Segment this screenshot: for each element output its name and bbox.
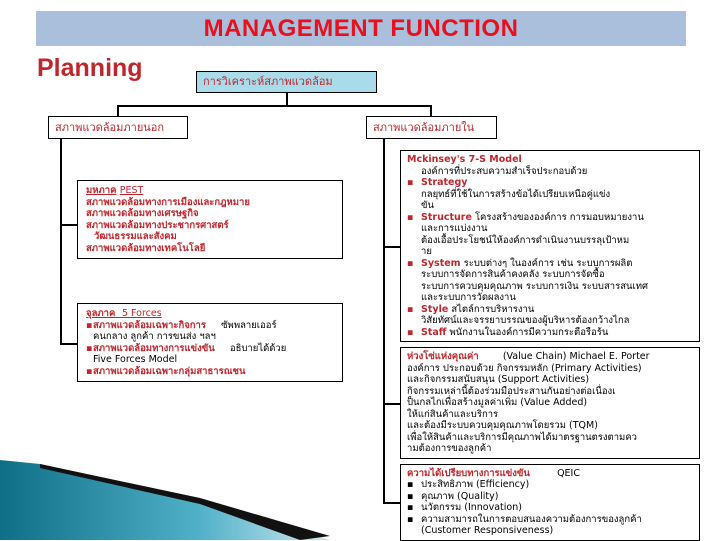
forces-heading: จุลภาค [86,308,116,319]
connector [60,139,62,343]
pest-heading: มหภาค [86,185,117,196]
value-chain-line: และต้องมีระบบควบคุมคุณภาพโดยรวม (TQM) [407,420,598,431]
mckinsey-item [407,212,693,224]
qeic-item [407,502,693,514]
mckinsey-item-line: และระบบการวัดผลงาน [421,292,516,303]
qeic-heading: ความได้เปรียบทางการแข่งขัน [407,467,530,479]
connector [60,343,77,345]
qeic-heading-rest: QEIC [557,467,580,479]
bullet-icon: ▪ [86,319,93,331]
pest-box [77,180,343,259]
mckinsey-item-line: และการแบ่งงาน [421,223,488,234]
connector [383,403,400,405]
mckinsey-item-key: Strategy [421,177,468,188]
mckinsey-item-line: ขัน [421,200,434,211]
qeic-item-text: ความสามารถในการตอบสนองความต้องการของลูกค้า [421,513,642,525]
section-title: Planning [37,54,143,82]
internal-node [366,116,497,139]
mckinsey-item-text: พนักงานในองค์การมีความกระตือรือร้น [449,326,609,338]
mckinsey-item-line: กลยุทธ์ที่ใช้ในการสร้างข้อได้เปรียบเหนือคู่แข่ง [421,188,611,200]
qeic-item [407,479,693,491]
internal-column [400,150,700,541]
connector [117,105,430,107]
mckinsey-item-line: ระบบการควบคุมคุณภาพ ระบบการเงิน ระบบสารสนเทศ [421,280,649,292]
mckinsey-item-line: ระบบการจัดการสินค้าคงคลัง ระบบการจัดซื้อ [421,269,605,280]
pest-line: วัฒนธรรมและสังคม [94,231,177,242]
pest-line: สภาพแวดล้อมทางการเมืองและกฎหมาย [86,196,250,208]
root-node [196,71,377,93]
value-chain-line: ป็นกลไกเพื่อสร้างมูลค่าเพิ่ม (Value Added) [407,397,588,408]
mckinsey-item-key: Style [421,303,449,315]
value-chain-box [400,347,700,459]
qeic-item-text: ประสิทธิภาพ (Efficiency) [421,479,530,490]
bullet-icon: ▪ [407,326,414,338]
qeic-item-text: คุณภาพ (Quality) [421,490,499,502]
mckinsey-item-line: วิสัยทัศน์และจรรยาบรรณของผู้บริหารต้องกว้างไกล [421,315,630,326]
connector [383,502,400,504]
value-chain-line: กิจกรรมเหล่านี้ต้องร่วมมือประสานกันอย่างต่อเนื่องเ [407,385,616,397]
mckinsey-item-key: System [421,257,461,269]
bullet-icon: ▪ [407,513,414,525]
value-chain-lines [407,363,693,455]
value-chain-line: และกิจกรรมสนับสนุน (Support Activities) [407,374,590,385]
external-node [48,116,188,139]
bullet-icon: ▪ [407,211,414,223]
forces-item: สภาพแวดล้อมเฉพาะกลุ่มสาธารณชน [93,365,246,377]
qeic-item-text: นวัตกรรม (Innovation) [421,502,522,513]
mckinsey-item-key: Structure [421,211,472,223]
mckinsey-item [407,304,693,316]
connector [430,105,432,116]
qeic-list [407,479,693,525]
mckinsey-item-text: ระบบต่างๆ ในองค์การ เช่น ระบบการผลิต [463,257,633,269]
value-chain-line: ให้แก่สินค้าและบริการ [407,408,499,420]
title-bar [36,11,686,46]
connector [60,224,77,226]
forces-item-rest: ซัพพลายเออร์ [221,319,277,331]
mckinsey-item [407,258,693,270]
forces-item-line: คนกลาง ลูกค้า การขนส่ง ฯลฯ [93,331,216,342]
decorative-swoosh [0,440,420,540]
pest-line: สภาพแวดล้อมทางเทคโนโลยี [86,242,206,254]
mckinsey-heading: Mckinsey's 7-S Model [407,154,522,165]
five-forces-box [77,303,343,382]
mckinsey-box [400,150,700,342]
forces-heading-en: 5 Forces [121,308,162,319]
qeic-item [407,514,693,526]
forces-item: สภาพแวดล้อมทางการแข่งขัน [93,342,215,354]
bullet-icon: ▪ [407,479,414,490]
mckinsey-item [407,177,693,189]
qeic-box [400,464,700,541]
bullet-icon: ▪ [407,490,414,502]
mckinsey-intro: องค์การที่ประสบความสำเร็จประกอบด้วย [421,165,588,177]
connector [286,93,288,105]
bullet-icon: ▪ [407,177,414,188]
forces-item: สภาพแวดล้อมเฉพาะกิจการ [93,319,206,331]
forces-item-rest: อธิบายได้ด้วย [229,342,287,354]
external-node-label: สภาพแวดล้อมภายนอก [55,120,165,134]
pest-line: สภาพแวดล้อมทางเศรษฐกิจ [86,208,199,219]
mckinsey-item-text: โครงสร้างขององค์การ การมอบหมายงาน [474,211,644,223]
pest-heading-en: PEST [119,185,144,196]
bullet-icon: ▪ [407,257,414,269]
value-chain-heading-rest: (Value Chain) Michael E. Porter [502,351,650,362]
forces-item-line: Five Forces Model [93,354,178,365]
value-chain-line: องค์การ ประกอบด้วย กิจกรรมหลัก (Primary Activities) [407,362,642,374]
mckinsey-item-line: าย [421,246,432,257]
mckinsey-list [407,177,693,338]
bullet-icon: ▪ [407,502,414,513]
connector [383,139,385,502]
value-chain-heading: ห่วงโซ่แห่งคุณค่า [407,351,479,362]
internal-node-label: สภาพแวดล้อมภายใน [373,120,475,134]
pest-line: สภาพแวดล้อมทางประชากรศาสตร์ [86,219,229,231]
connector [383,246,400,248]
slide-title: MANAGEMENT FUNCTION [203,14,519,42]
bullet-icon: ▪ [407,303,414,315]
mckinsey-item [407,327,693,339]
root-node-label: การวิเคราะห์สภาพแวดล้อม [203,75,333,88]
value-chain-line: ามต้องการของลูกค้า [407,443,492,454]
connector [117,105,119,116]
bullet-icon: ▪ [86,342,93,354]
mckinsey-item-line: ต้องเอื้อประโยชน์ให้องค์การดำเนินงานบรรลุเป้าหม [421,234,630,246]
mckinsey-item-key: Staff [421,326,447,338]
value-chain-line: เพื่อให้สินค้าและบริการมีคุณภาพได้มาตรฐานตรงตามคว [407,431,638,443]
bullet-icon: ▪ [86,365,93,377]
qeic-item [407,491,693,503]
qeic-last-line: (Customer Responsiveness) [421,525,554,536]
mckinsey-item-text: สไตล์การบริหารงาน [451,303,535,315]
